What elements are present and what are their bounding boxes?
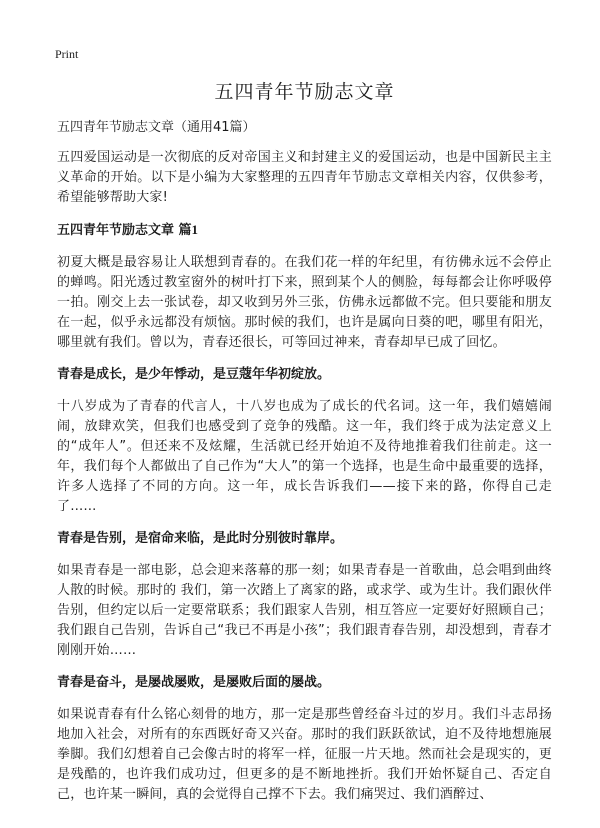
body-paragraph-1: 初夏大概是最容易让人联想到青春的。在我们花一样的年纪里，有彷佛永远不会停止的蝉鸣。阳光透过教室窗外的树叶打下来，照到某个人的侧脸，每每都会让你呼吸停一拍。刚交上去一张试卷，却又收到另外三张，仿佛永远都做不完。但只要能和朋友在一起，似乎永远都没有烦恼。那时候的我们，也许是属向日葵的吧，哪里有阳光，哪里就有我们。曾以为，青春还很长，可等回过神来，青春却早已成了回忆。 bbox=[57, 255, 552, 350]
document-subtitle: 五四青年节励志文章（通用41篇） bbox=[57, 120, 256, 135]
document-body bbox=[57, 80, 552, 817]
body-paragraph-3: 如果青春是一部电影，总会迎来落幕的那一刻；如果青春是一首歌曲，总会唱到曲终人散的时候。那时的 我们，第一次踏上了离家的路，或求学、或为生计。我们跟伙伴告别，但约定以后一定要常联系；我们跟家人告别，相互答应一定要好好照顾自己；我们跟自己告别，告诉自己“我已不再是小孩”；我们跟青春告别，却没想到，青春才刚刚开始…… bbox=[57, 563, 552, 658]
page-title: 五四青年节励志文章 bbox=[214, 81, 395, 103]
sub-heading-farewell: 青春是告别，是宿命来临，是此时分别彼时靠岸。 bbox=[57, 531, 344, 546]
section-heading-text: 五四青年节励志文章 篇 bbox=[57, 223, 192, 238]
intro-paragraph: 五四爱国运动是一次彻底的反对帝国主义和封建主义的爱国运动，也是中国新民主主义革命的开始。以下是小编为大家整理的五四青年节励志文章相关内容，仅供参考，希望能够帮助大家! bbox=[57, 150, 552, 205]
body-paragraph-4: 如果说青春有什么铭心刻骨的地方，那一定是那些曾经奋斗过的岁月。我们斗志昂扬地加入社会，对所有的东西既好奇又兴奋。那时的我们跃跃欲试，迫不及待地想施展拳脚。我们幻想着自己会像古时的将军一样，征服一片天地。然而社会是现实的，更是残酷的，也许我们成功过，但更多的是不断地挫折。我们开始怀疑自己、否定自己，也许某一瞬间，真的会觉得自己撑不下去。我们痛哭过、我们酒醉过、 bbox=[57, 707, 552, 802]
section-heading bbox=[57, 220, 552, 241]
section-heading-number: 1 bbox=[191, 222, 199, 237]
sub-heading-struggle: 青春是奋斗，是屡战屡败，是屡败后面的屡战。 bbox=[57, 675, 331, 690]
body-paragraph-2: 十八岁成为了青春的代言人，十八岁也成为了成长的代名词。这一年，我们嬉嬉闹闹，放肆欢笑，但我们也感受到了竞争的残酷。这一年，我们终于成为法定意义上的“成年人”。但还来不及炫耀，生活就已经开始迫不及待地推着我们往前走。这一年，我们每个人都做出了自己作为“大人”的第一个选择，也是生命中最重要的选择，许多人选择了不同的方向。这一年，成长告诉我们——接下来的路，你得自己走了…… bbox=[57, 399, 552, 514]
sub-heading-growth: 青春是成长，是少年悸动，是豆蔻年华初绽放。 bbox=[57, 367, 331, 382]
print-link[interactable]: Print bbox=[55, 47, 79, 61]
